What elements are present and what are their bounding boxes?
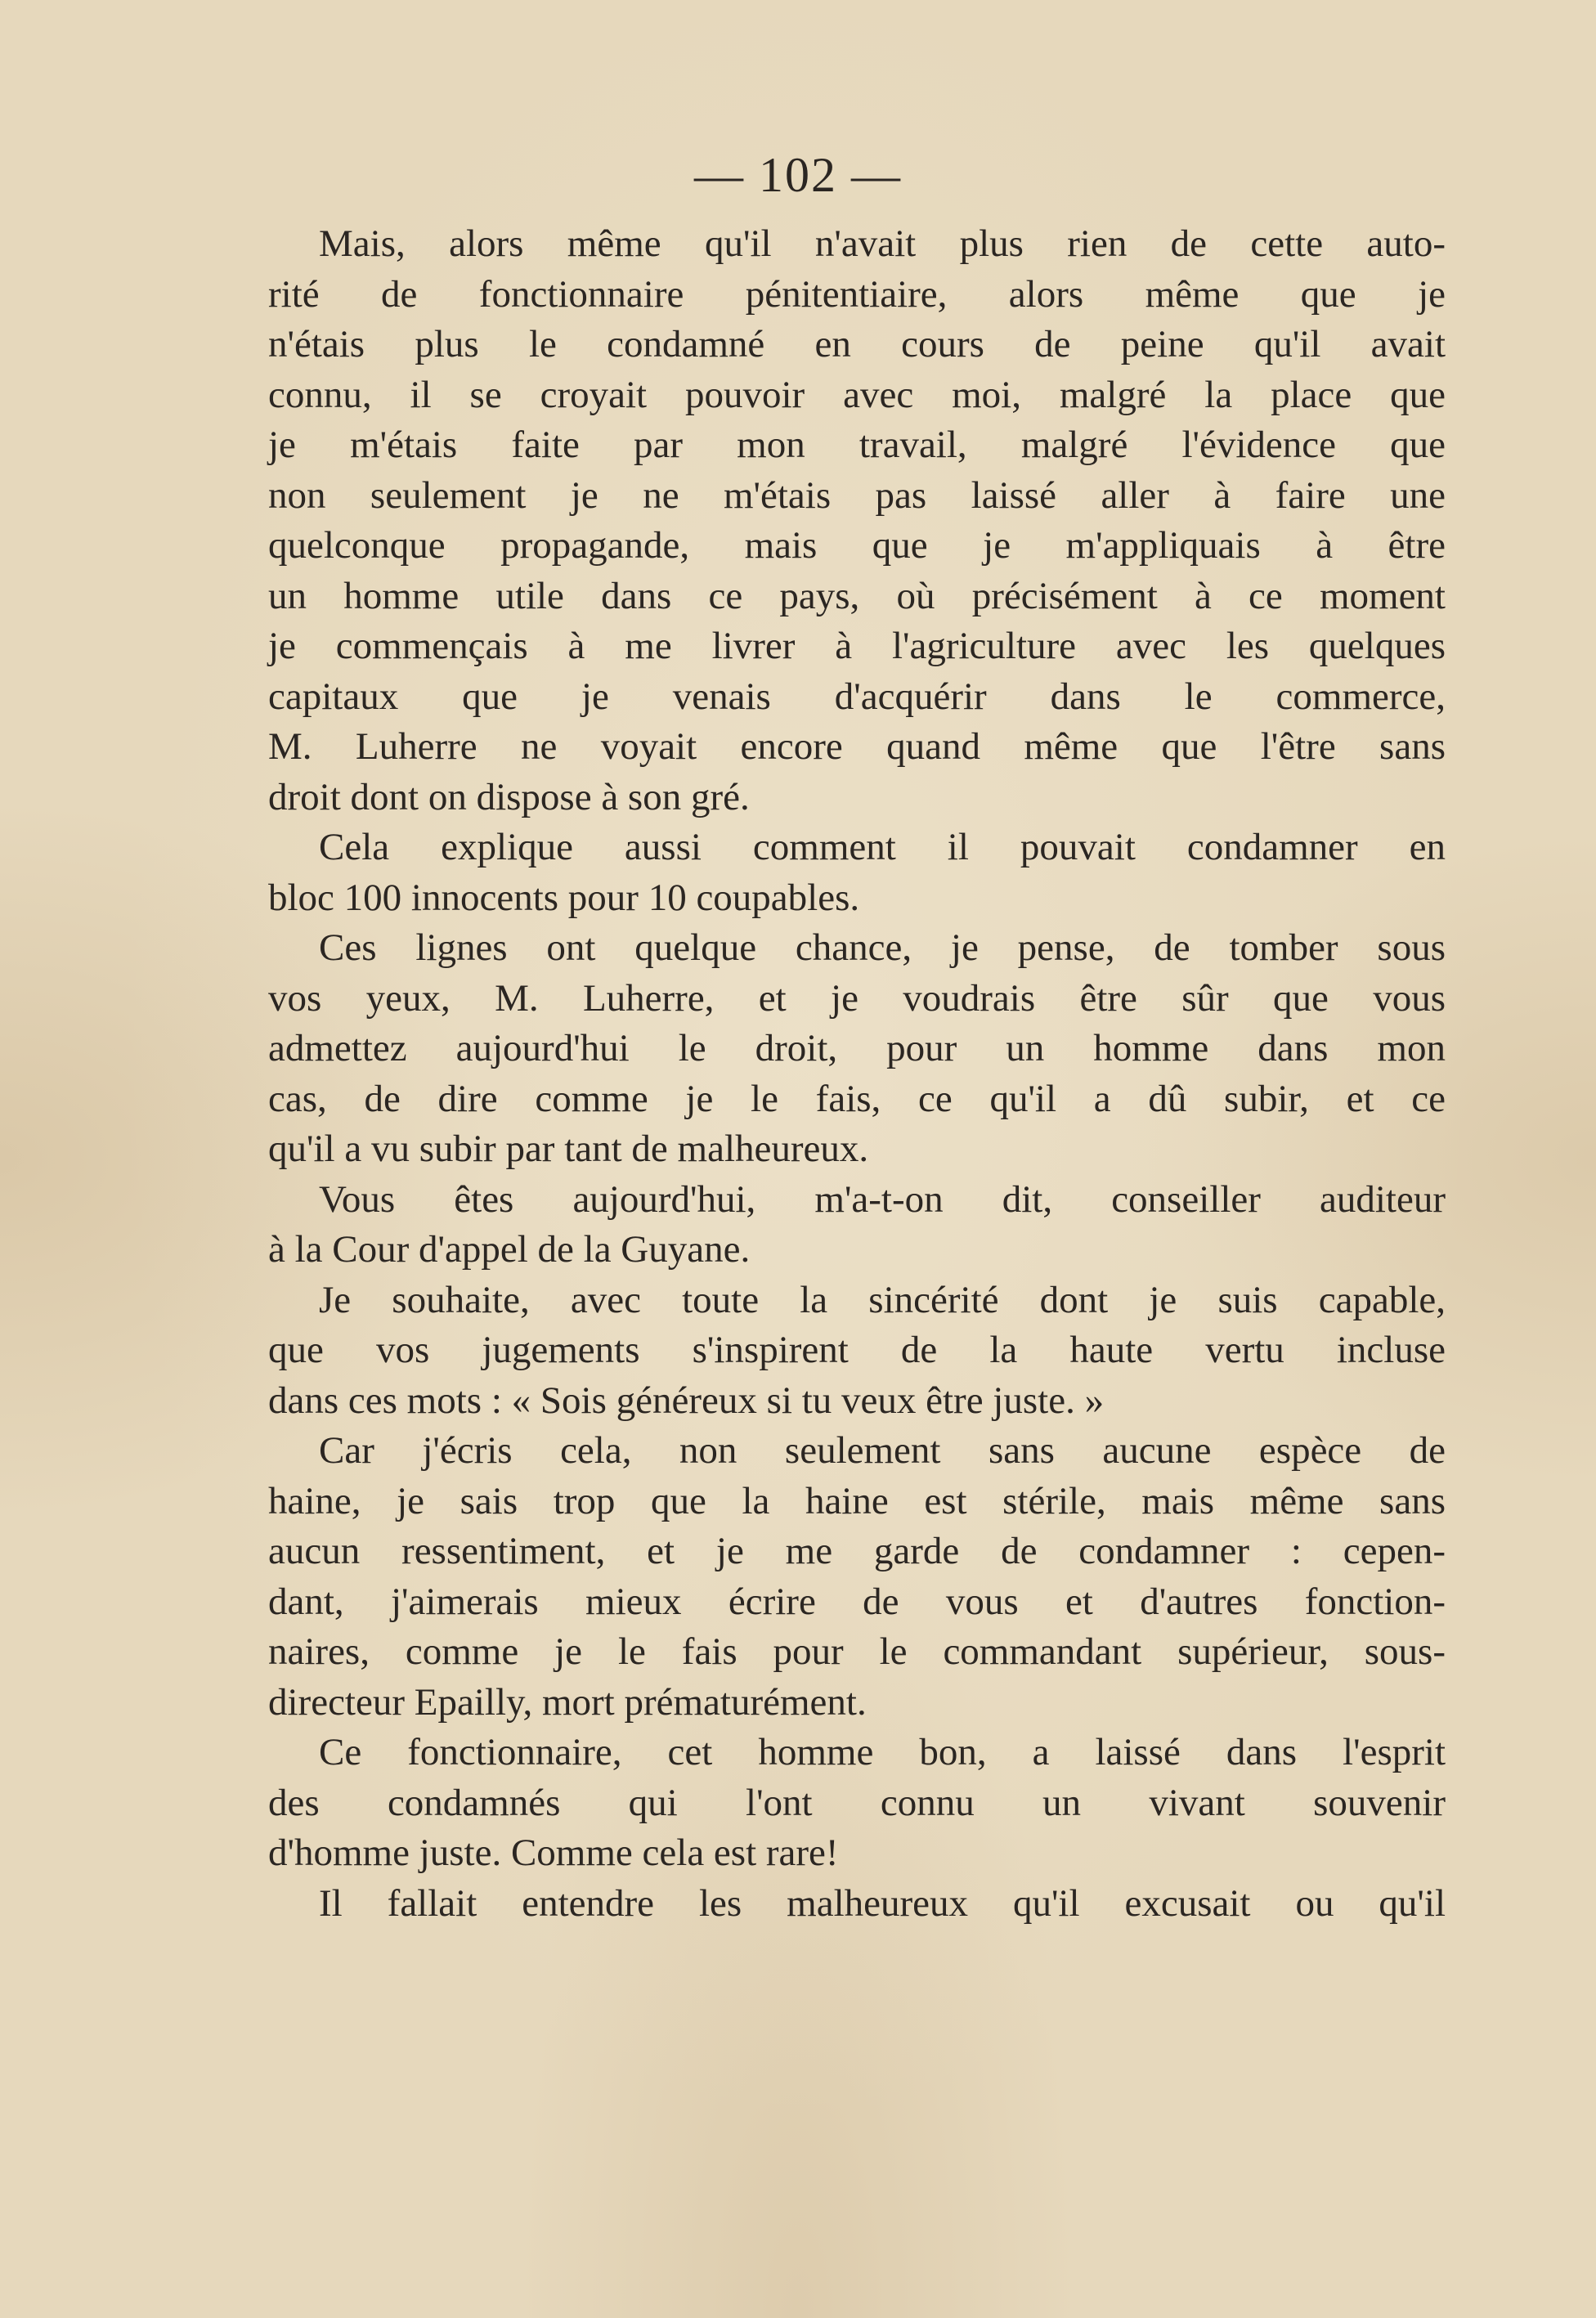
text-line: qu'il a vu subir par tant de malheureux. bbox=[268, 1128, 869, 1170]
text-line: dans ces mots : « Sois généreux si tu veux être juste. » bbox=[268, 1379, 1105, 1422]
page-number: — 102 — bbox=[694, 148, 902, 202]
text-line: Il fallait entendre les malheureux qu'il excusait ou qu'il bbox=[319, 1881, 1446, 1925]
text-line: vos yeux, M. Luherre, et je voudrais être sûr que vous bbox=[268, 976, 1446, 1020]
text-line: Vous êtes aujourd'hui, m'a-t-on dit, conseiller auditeur bbox=[319, 1177, 1446, 1221]
text-line: des condamnés qui l'ont connu un vivant souvenir bbox=[268, 1781, 1446, 1824]
text-line: admettez aujourd'hui le droit, pour un homme dans mon bbox=[268, 1027, 1446, 1069]
text-line: quelconque propagande, mais que je m'appliquais à être bbox=[268, 524, 1446, 567]
text-line: non seulement je ne m'étais pas laissé aller à faire une bbox=[268, 473, 1446, 517]
text-line: d'homme juste. Comme cela est rare! bbox=[268, 1832, 839, 1874]
text-line: aucun ressentiment, et je me garde de condamner : cepen- bbox=[268, 1530, 1446, 1572]
text-line: M. Luherre ne voyait encore quand même que l'être sans bbox=[268, 725, 1446, 768]
text-line: je m'étais faite par mon travail, malgré l'évidence que bbox=[268, 424, 1446, 466]
text-line: droit dont on dispose à son gré. bbox=[268, 775, 750, 818]
text-line: Car j'écris cela, non seulement sans aucune espèce de bbox=[319, 1429, 1446, 1472]
text-line: rité de fonctionnaire pénitentiaire, alors même que je bbox=[268, 272, 1446, 316]
text-line: cas, de dire comme je le fais, ce qu'il a dû subir, et ce bbox=[268, 1077, 1446, 1120]
text-line: Cela explique aussi comment il pouvait condamner en bbox=[319, 826, 1446, 868]
text-line: que vos jugements s'inspirent de la haute vertu incluse bbox=[268, 1329, 1446, 1371]
text-line: n'étais plus le condamné en cours de peine qu'il avait bbox=[268, 323, 1446, 365]
text-line: directeur Epailly, mort prématurément. bbox=[268, 1680, 867, 1724]
text-line: je commençais à me livrer à l'agriculture avec les quelques bbox=[268, 625, 1446, 667]
text-line: capitaux que je venais d'acquérir dans le commerce, bbox=[268, 675, 1446, 718]
text-line: naires, comme je le fais pour le commandant supérieur, sous- bbox=[268, 1630, 1446, 1673]
text-line: à la Cour d'appel de la Guyane. bbox=[268, 1228, 751, 1271]
text-line: un homme utile dans ce pays, où précisément à ce moment bbox=[268, 574, 1446, 617]
text-line: connu, il se croyait pouvoir avec moi, malgré la place que bbox=[268, 373, 1446, 416]
text-line: Mais, alors même qu'il n'avait plus rien de cette auto- bbox=[319, 222, 1446, 265]
text-line: bloc 100 innocents pour 10 coupables. bbox=[268, 876, 860, 919]
text-line: Je souhaite, avec toute la sincérité dont je suis capable, bbox=[319, 1278, 1446, 1321]
text-line: Ce fonctionnaire, cet homme bon, a laissé dans l'esprit bbox=[319, 1731, 1446, 1773]
text-line: haine, je sais trop que la haine est stérile, mais même sans bbox=[268, 1479, 1446, 1522]
text-line: Ces lignes ont quelque chance, je pense, de tomber sous bbox=[319, 926, 1446, 969]
text-line: dant, j'aimerais mieux écrire de vous et d'autres fonction- bbox=[268, 1580, 1446, 1623]
body-text bbox=[268, 219, 1446, 1929]
